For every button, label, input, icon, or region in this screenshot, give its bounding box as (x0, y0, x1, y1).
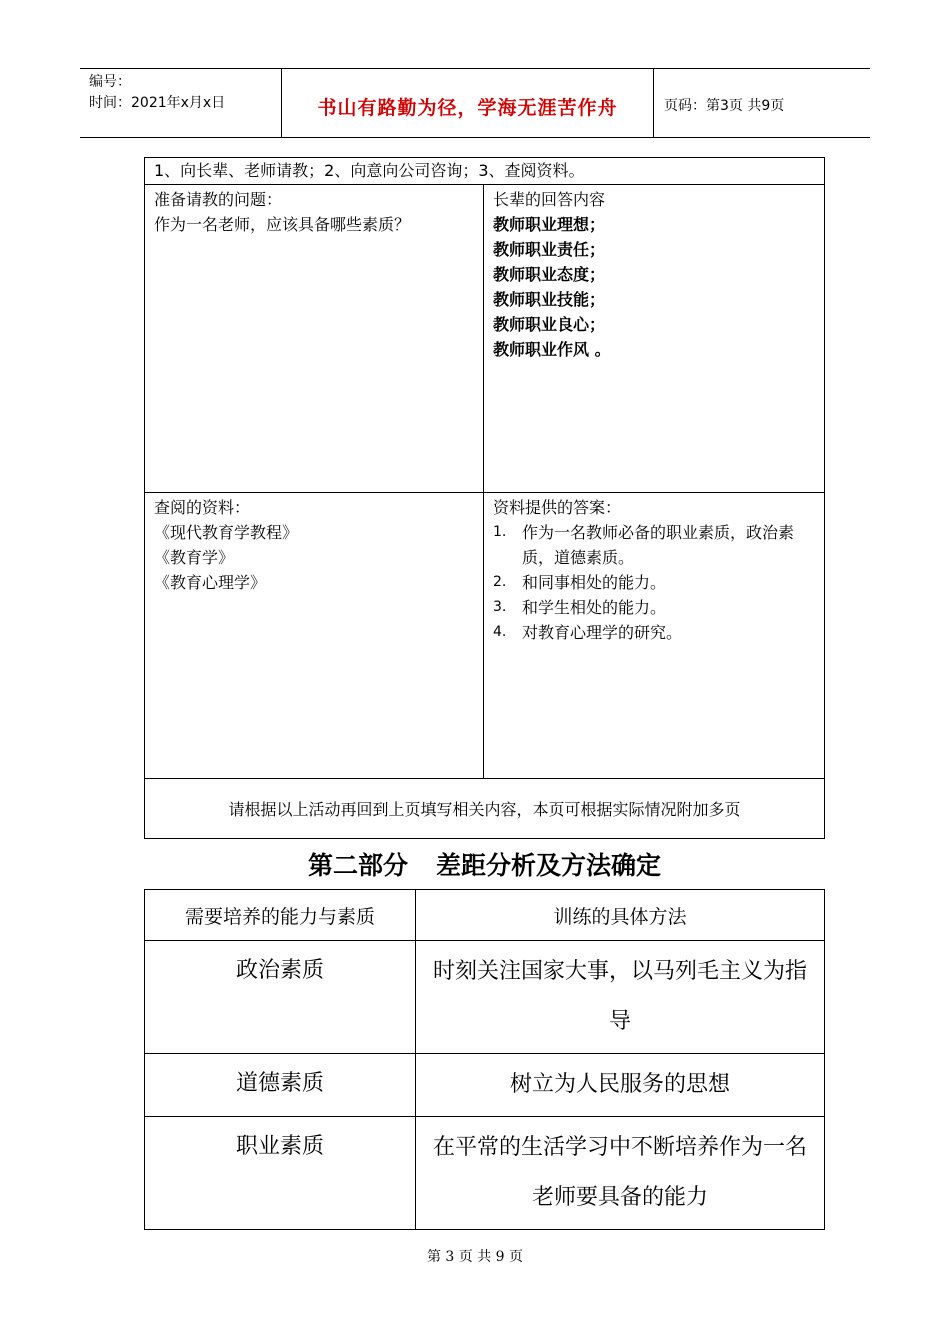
answer-item: 教师职业技能； (493, 290, 606, 309)
list-number: 2. (493, 574, 507, 590)
list-item (493, 570, 824, 595)
answer-item: 教师职业理想； (493, 215, 606, 234)
document-number-label: 编号： (89, 74, 131, 90)
list-number: 1. (493, 524, 507, 540)
header-meta (80, 69, 282, 137)
header-motto: 书山有路勤为径，学海无涯苦作舟 (282, 69, 654, 137)
column-header-method: 训练的具体方法 (416, 890, 825, 941)
question-cell (145, 185, 484, 492)
provided-answers-list (493, 520, 824, 645)
method-cell: 时刻关注国家大事，以马列毛主义为指导 (416, 941, 825, 1054)
quality-cell: 职业素质 (145, 1117, 416, 1230)
answer-item: 教师职业责任； (493, 240, 606, 259)
materials-heading: 查阅的资料： (154, 498, 251, 517)
table-row (145, 941, 825, 1054)
document-date: 时间：2021年x月x日 (89, 95, 226, 111)
list-text: 和同事相处的能力。 (522, 573, 667, 592)
answer-item: 教师职业良心； (493, 315, 606, 334)
material-item: 《教育学》 (154, 548, 235, 567)
section-title-text: 差距分析及方法确定 (436, 851, 662, 880)
question-text: 作为一名老师，应该具备哪些素质？ (154, 215, 411, 234)
table-row (145, 1054, 825, 1117)
research-table (144, 157, 825, 839)
method-cell: 在平常的生活学习中不断培养作为一名老师要具备的能力 (416, 1117, 825, 1230)
list-item (493, 620, 824, 645)
list-item (493, 595, 824, 620)
methods-row: 1、向长辈、老师请教；2、向意向公司咨询；3、查阅资料。 (145, 158, 824, 185)
provided-answers-cell (484, 493, 824, 778)
answer-item: 教师职业态度； (493, 265, 606, 284)
material-item: 《现代教育学教程》 (154, 523, 299, 542)
list-number: 3. (493, 599, 507, 615)
quality-cell: 道德素质 (145, 1054, 416, 1117)
column-header-quality: 需要培养的能力与素质 (145, 890, 416, 941)
quality-cell: 政治素质 (145, 941, 416, 1054)
list-text: 作为一名教师必备的职业素质，政治素质，道德素质。 (522, 523, 795, 567)
list-number: 4. (493, 624, 507, 640)
list-text: 和学生相处的能力。 (522, 598, 667, 617)
list-item (493, 520, 824, 570)
page-header (80, 68, 870, 138)
question-heading: 准备请教的问题： (154, 190, 283, 209)
material-item: 《教育心理学》 (154, 573, 267, 592)
note-row: 请根据以上活动再回到上页填写相关内容，本页可根据实际情况附加多页 (228, 800, 741, 819)
answer-heading: 长辈的回答内容 (493, 190, 606, 209)
materials-cell (145, 493, 484, 778)
page-footer: 第 3 页 共 9 页 (426, 1249, 524, 1265)
section-title (144, 846, 825, 886)
consult-row (145, 185, 824, 493)
method-cell: 树立为人民服务的思想 (416, 1054, 825, 1117)
materials-row (145, 493, 824, 779)
section-title-part: 第二部分 (307, 851, 408, 880)
list-text: 对教育心理学的研究。 (522, 623, 683, 642)
table-header-row (145, 890, 825, 941)
answer-item: 教师职业作风 。 (493, 340, 611, 359)
table-row (145, 1117, 825, 1230)
header-page-info: 页码：第3页 共9页 (664, 98, 785, 114)
provided-heading: 资料提供的答案： (493, 498, 622, 517)
gap-analysis-table (144, 889, 825, 1230)
elder-answer-cell (484, 185, 824, 492)
